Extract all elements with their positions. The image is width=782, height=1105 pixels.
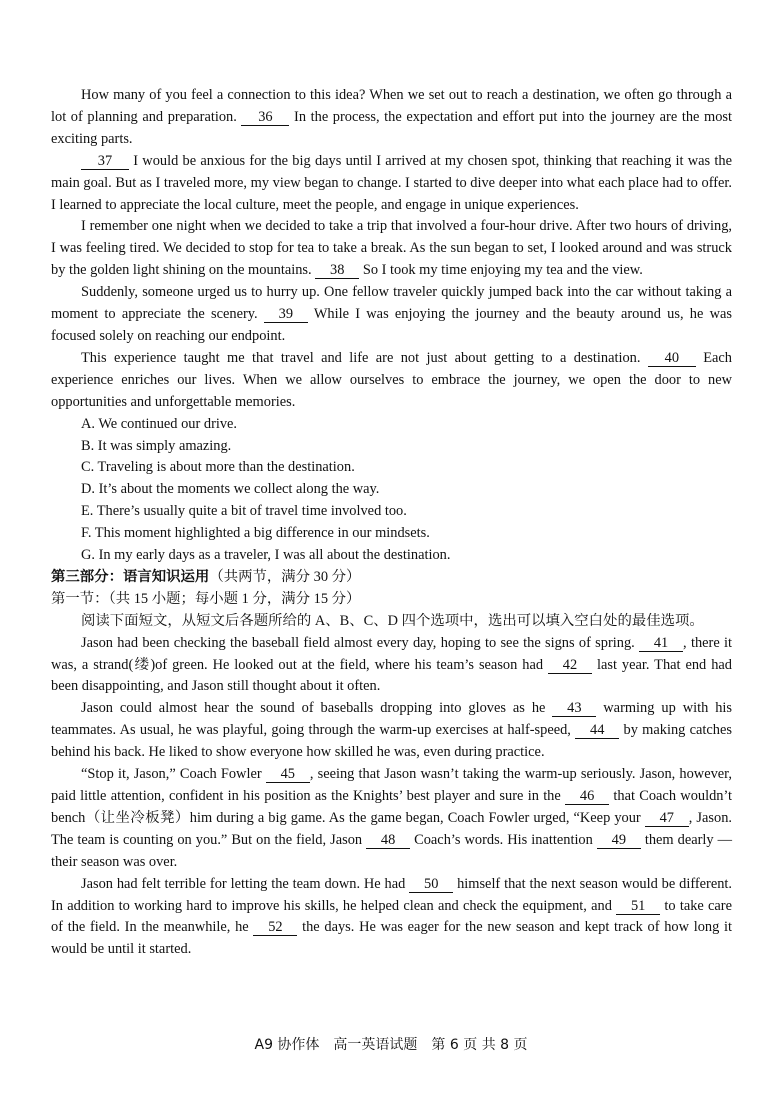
blank-44[interactable]: 44 bbox=[575, 722, 619, 739]
blank-47[interactable]: 47 bbox=[645, 810, 689, 827]
blank-52[interactable]: 52 bbox=[253, 919, 297, 936]
blank-48[interactable]: 48 bbox=[366, 832, 410, 849]
option-b: B. It was simply amazing. bbox=[81, 437, 232, 454]
part3-heading bbox=[51, 567, 732, 589]
option-d: D. It’s about the moments we collect along the way. bbox=[81, 481, 380, 498]
blank-39[interactable]: 39 bbox=[264, 306, 308, 323]
blank-37[interactable]: 37 bbox=[81, 153, 129, 170]
part3-title: 第三部分：语言知识运用 bbox=[51, 568, 210, 585]
blank-46[interactable]: 46 bbox=[565, 788, 609, 805]
passage1-paragraph-4: Suddenly, someone urged us to hurry up. One fellow traveler quickly jumped back into the car without taking a moment to appreciate the scenery. 39 While I was enjoying the journey and the beauty around us, he was focused solely on reaching our endpoint. bbox=[51, 284, 733, 344]
blank-40[interactable]: 40 bbox=[648, 350, 696, 367]
blank-45[interactable]: 45 bbox=[266, 766, 310, 783]
blank-49[interactable]: 49 bbox=[597, 832, 641, 849]
blank-41[interactable]: 41 bbox=[639, 635, 683, 652]
passage1-paragraph-1: How many of you feel a connection to this idea? When we set out to reach a destination, we often go through a lot of planning and preparation. 36 In the process, the expectation and effort put into the journey are the most exciting parts. bbox=[51, 87, 732, 147]
passage1-paragraph-5: This experience taught me that travel and life are not just about getting to a destination. 40 Each experience enriches our lives. When we allow ourselves to embrace the journey, we open the door to new opportunities and unforgettable memories. bbox=[51, 349, 732, 410]
option-g: G. In my early days as a traveler, I was all about the destination. bbox=[81, 547, 451, 564]
blank-50[interactable]: 50 bbox=[409, 876, 453, 893]
blank-42[interactable]: 42 bbox=[548, 657, 592, 674]
instruction-text: 阅读下面短文，从短文后各题所给的 A、B、C、D 四个选项中，选出可以填入空白处的最佳选项。 bbox=[81, 612, 704, 629]
part3-score: （共两节，满分 30 分） bbox=[209, 568, 361, 585]
option-f: F. This moment highlighted a big difference in our mindsets. bbox=[81, 525, 430, 542]
option-c: C. Traveling is about more than the destination. bbox=[81, 459, 355, 476]
passage2-paragraph-2: Jason could almost hear the sound of baseballs dropping into gloves as he 43 warming up with his teammates. As usual, he was playful, going through the warm-up exercises at half-speed, 44 by making catches behind his back. He liked to show everyone how skilled he was, even during practice. bbox=[51, 700, 732, 761]
options-list bbox=[51, 414, 732, 567]
passage1-paragraph-2: 37 I would be anxious for the big days until I arrived at my chosen spot, thinking that reaching it was the main goal. But as I traveled more, my view began to change. I started to dive deeper into what each place had to offer. I learned to appreciate the local culture, meet the people, and engage in unique experiences. bbox=[51, 152, 732, 213]
passage2-paragraph-3: “Stop it, Jason,” Coach Fowler 45 , seeing that Jason wasn’t taking the warm-up seriously. Jason, however, paid little attention, confident in his position as the Knights’ best player and sure in the 46 that Coach wouldn’t bench（让坐冷板凳）him during a big game. As the game began, Coach Fowler urged, “Keep your 47 , Jason. The team is counting on you.” But on the field, Jason 48 Coach’s words. His inattention 49 them dearly — their season was over. bbox=[51, 766, 733, 870]
exam-page bbox=[51, 85, 732, 961]
blank-51[interactable]: 51 bbox=[616, 898, 660, 915]
blank-38[interactable]: 38 bbox=[315, 262, 359, 279]
page-footer: A9 协作体 高一英语试题 第 6 页 共 8 页 bbox=[254, 1037, 528, 1053]
passage1-paragraph-3: I remember one night when we decided to take a trip that involved a four-hour drive. After two hours of driving, I was feeling tired. We decided to stop for tea to take a break. As the sun began to set, I looked around and was struck by the golden light shining on the mountains. 38 So I took my time enjoying my tea and the view. bbox=[51, 218, 732, 279]
option-a: A. We continued our drive. bbox=[81, 415, 238, 432]
passage2-paragraph-1: Jason had been checking the baseball field almost every day, hoping to see the signs of spring. 41 , there it was, a strand(缕)of green. He looked out at the field, where his team’s season had 42 last year. That end had been disappointing, and Jason still thought about it often. bbox=[51, 634, 732, 695]
blank-43[interactable]: 43 bbox=[552, 700, 596, 717]
passage2-paragraph-4: Jason had felt terrible for letting the team down. He had 50 himself that the next season would be different. In addition to working hard to improve his skills, he helped clean and check the equipment, and 51 to take care of the field. In the meanwhile, he 52 the days. He was eager for the new season and kept track of how long it would be until it started. bbox=[51, 875, 733, 958]
option-e: E. There’s usually quite a bit of travel time involved too. bbox=[81, 503, 407, 520]
blank-36[interactable]: 36 bbox=[241, 109, 289, 126]
section1-heading: 第一节：（共 15 小题；每小题 1 分，满分 15 分） bbox=[51, 590, 361, 607]
